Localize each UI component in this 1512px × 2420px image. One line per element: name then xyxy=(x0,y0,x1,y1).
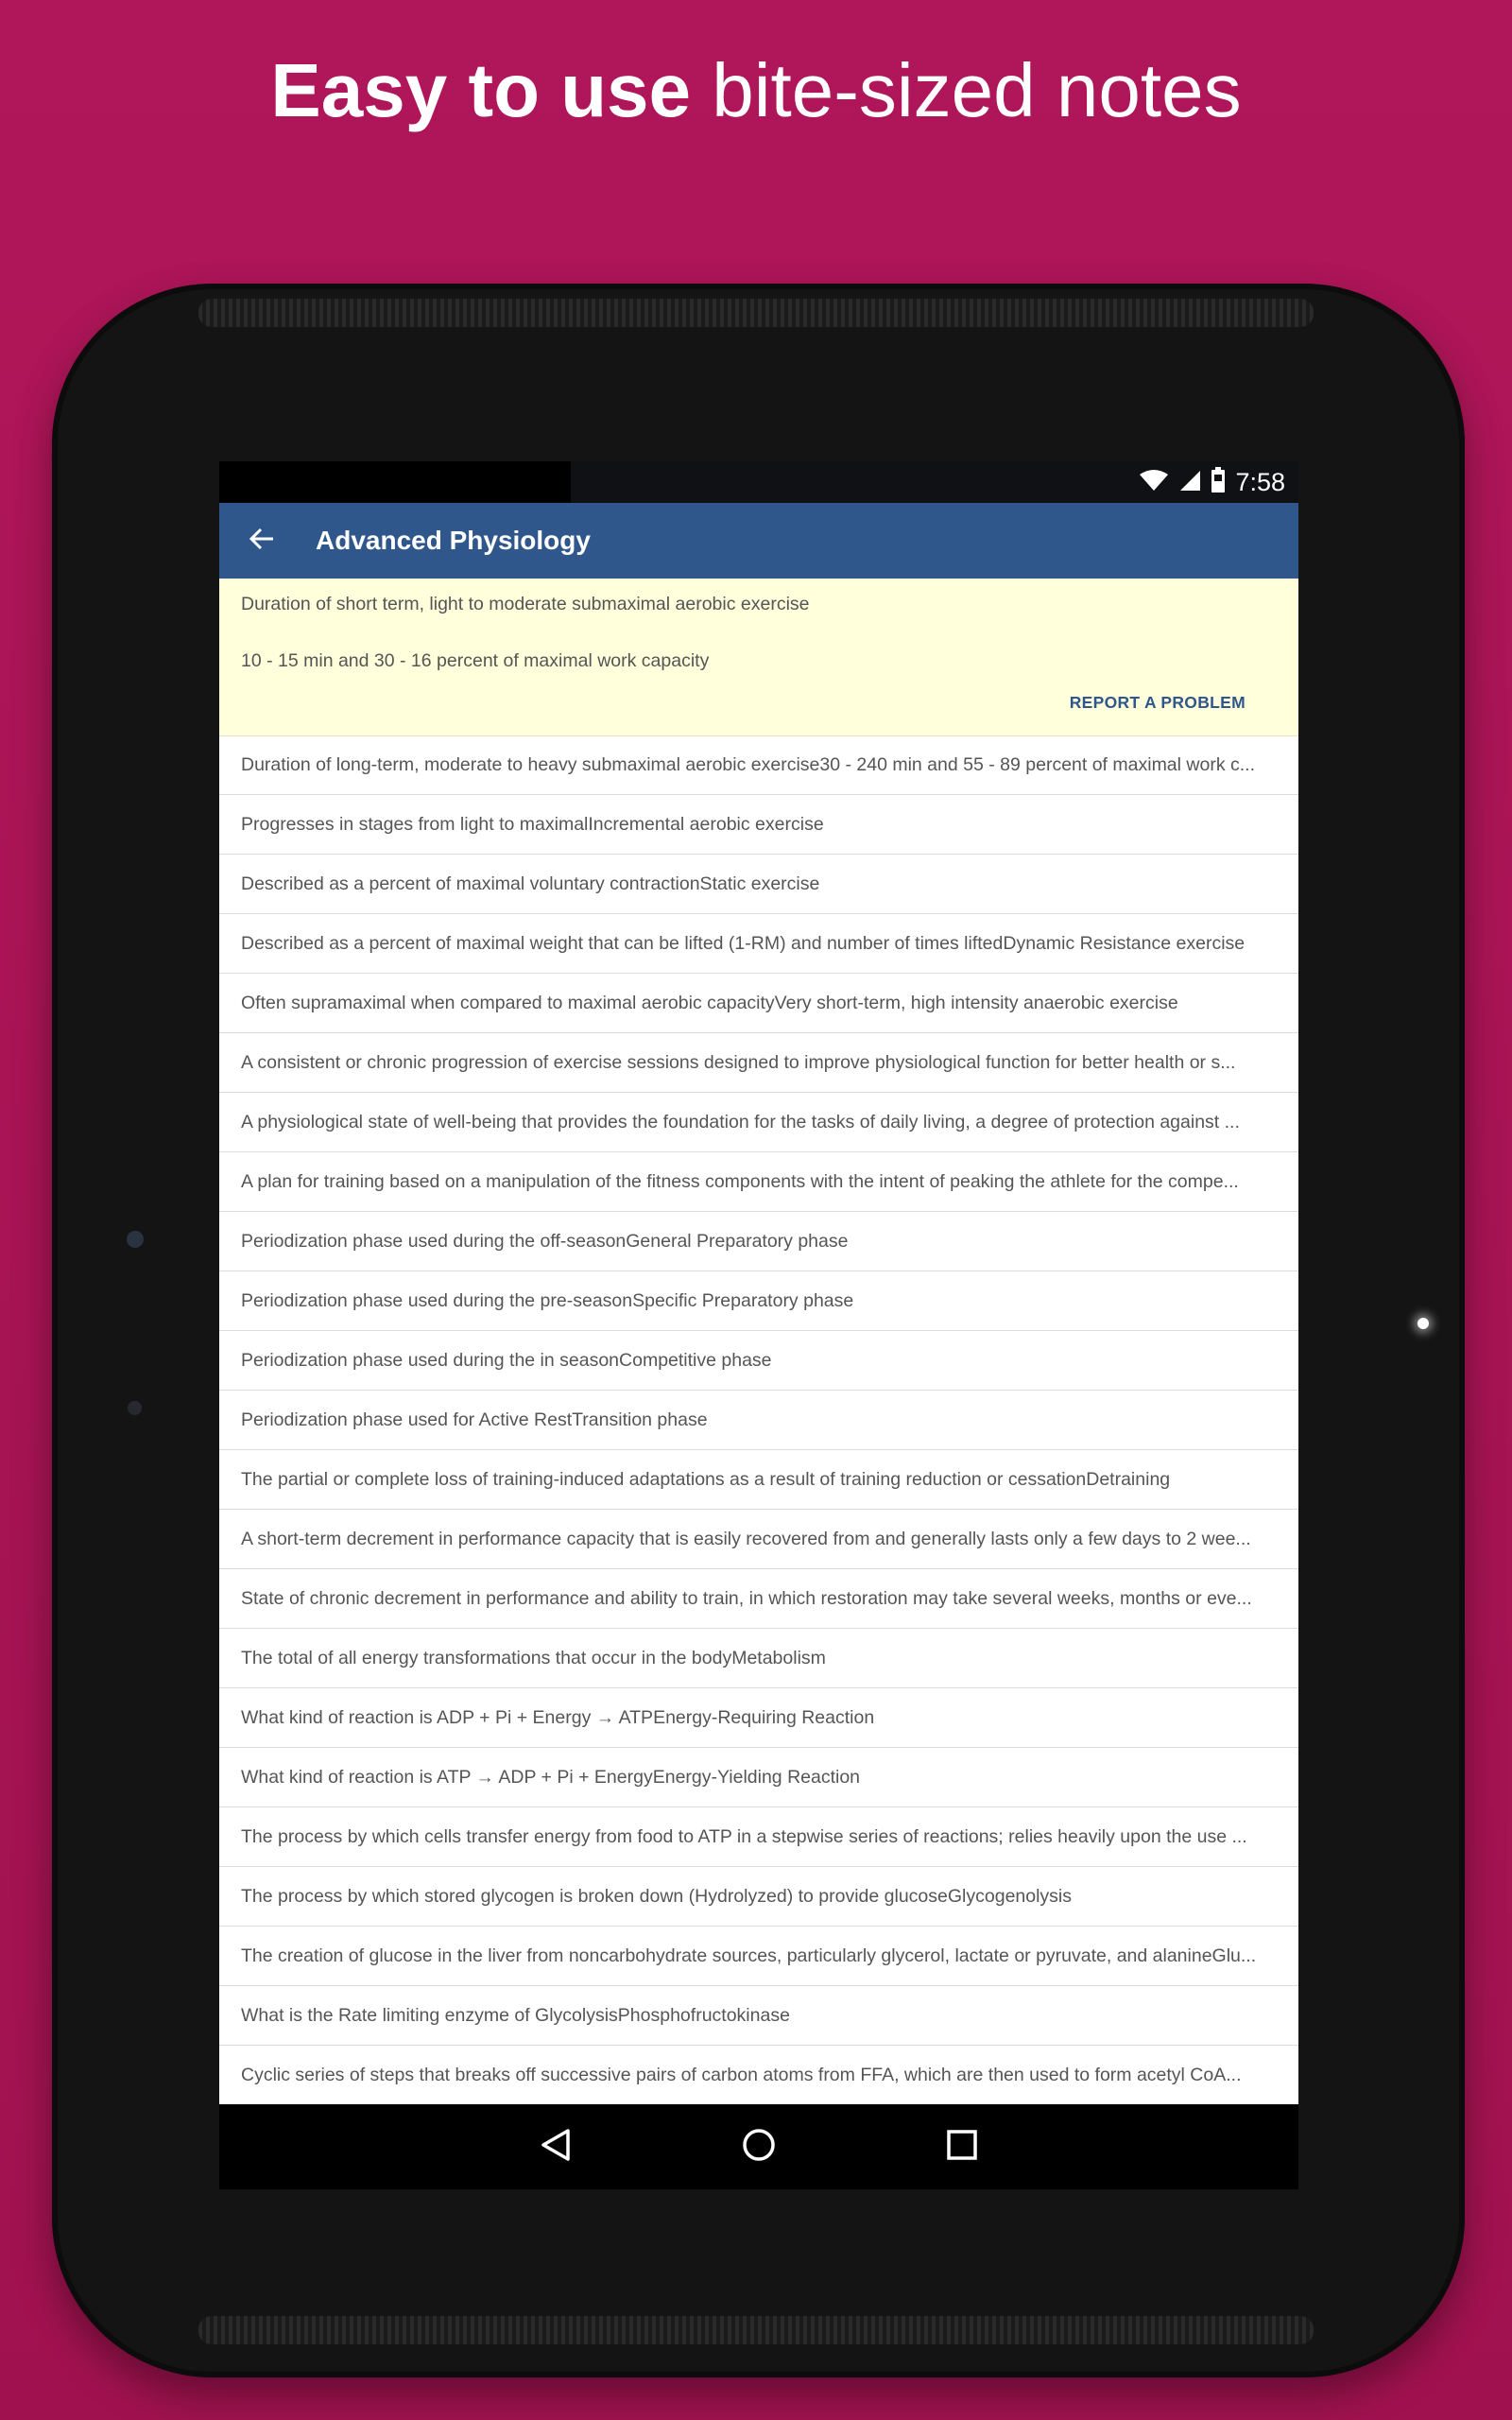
list-item[interactable]: What is the Rate limiting enzyme of GlycolysisPhosphofructokinase xyxy=(219,1986,1298,2046)
bottom-speaker-grille xyxy=(198,2316,1314,2344)
list-item[interactable]: Periodization phase used for Active RestTransition phase xyxy=(219,1391,1298,1450)
list-item[interactable]: Described as a percent of maximal voluntary contractionStatic exercise xyxy=(219,855,1298,914)
status-time: 7:58 xyxy=(1235,467,1285,496)
light-sensor-icon xyxy=(128,1401,142,1415)
front-camera-icon xyxy=(127,1231,144,1248)
device-screen xyxy=(219,461,1298,2189)
status-icons xyxy=(1139,461,1285,503)
headline-light: bite-sized notes xyxy=(712,48,1242,132)
list-item[interactable]: The total of all energy transformations that occur in the bodyMetabolism xyxy=(219,1629,1298,1688)
notification-led-icon xyxy=(1418,1318,1429,1329)
note-answer: 10 - 15 min and 30 - 16 percent of maximal work capacity xyxy=(241,650,710,671)
promo-headline xyxy=(0,43,1512,138)
battery-icon xyxy=(1211,467,1226,498)
nav-recents-button[interactable] xyxy=(915,2104,1009,2189)
top-speaker-grille xyxy=(198,299,1314,327)
navigation-bar xyxy=(219,2104,1298,2189)
back-button[interactable] xyxy=(219,503,304,579)
list-item[interactable]: A physiological state of well-being that provides the foundation for the tasks of daily living, a degree of protection against ... xyxy=(219,1093,1298,1152)
status-bar-left xyxy=(219,461,571,503)
headline-bold: Easy to use xyxy=(270,48,692,132)
arrow-left-icon xyxy=(249,526,275,557)
report-problem-button[interactable]: REPORT A PROBLEM xyxy=(1069,693,1246,712)
list-item[interactable]: Described as a percent of maximal weight that can be lifted (1-RM) and number of times liftedDynamic Resistance exercise xyxy=(219,914,1298,974)
list-item[interactable]: Duration of long-term, moderate to heavy submaximal aerobic exercise30 - 240 min and 55 - 89 percent of maximal work c... xyxy=(219,735,1298,795)
signal-icon xyxy=(1178,469,1201,496)
expanded-note-card[interactable] xyxy=(219,579,1298,736)
nav-back-button[interactable] xyxy=(508,2104,603,2189)
list-item[interactable]: Periodization phase used during the in seasonCompetitive phase xyxy=(219,1331,1298,1391)
app-bar xyxy=(219,503,1298,579)
note-question: Duration of short term, light to moderate submaximal aerobic exercise xyxy=(241,594,810,614)
list-item[interactable]: Progresses in stages from light to maximalIncremental aerobic exercise xyxy=(219,795,1298,855)
list-item[interactable]: State of chronic decrement in performance and ability to train, in which restoration may take several weeks, months or eve... xyxy=(219,1569,1298,1629)
list-item[interactable]: What kind of reaction is ATP → ADP + Pi + EnergyEnergy-Yielding Reaction xyxy=(219,1748,1298,1807)
list-item[interactable]: A plan for training based on a manipulation of the fitness components with the intent of peaking the athlete for the compe... xyxy=(219,1152,1298,1212)
list-item[interactable]: A consistent or chronic progression of exercise sessions designed to improve physiological function for better health or s... xyxy=(219,1033,1298,1093)
back-triangle-icon xyxy=(540,2128,572,2167)
status-bar xyxy=(219,461,1298,503)
list-item[interactable]: What kind of reaction is ADP + Pi + Energy → ATPEnergy-Requiring Reaction xyxy=(219,1688,1298,1748)
list-item[interactable]: Periodization phase used during the off-seasonGeneral Preparatory phase xyxy=(219,1212,1298,1271)
list-item[interactable]: Periodization phase used during the pre-seasonSpecific Preparatory phase xyxy=(219,1271,1298,1331)
list-item[interactable]: A short-term decrement in performance capacity that is easily recovered from and generally lasts only a few days to 2 wee... xyxy=(219,1510,1298,1569)
wifi-icon xyxy=(1139,469,1169,496)
home-circle-icon xyxy=(741,2127,777,2168)
list-item[interactable]: Cyclic series of steps that breaks off successive pairs of carbon atoms from FFA, which are then used to form acetyl CoA... xyxy=(219,2046,1298,2105)
nav-home-button[interactable] xyxy=(712,2104,806,2189)
app-title: Advanced Physiology xyxy=(316,526,591,555)
list-item[interactable]: The process by which cells transfer energy from food to ATP in a stepwise series of reactions; relies heavily upon the use ... xyxy=(219,1807,1298,1867)
list-item[interactable]: The partial or complete loss of training-induced adaptations as a result of training reduction or cessationDetraining xyxy=(219,1450,1298,1510)
recents-square-icon xyxy=(946,2129,978,2166)
list-item[interactable]: Often supramaximal when compared to maximal aerobic capacityVery short-term, high intensity anaerobic exercise xyxy=(219,974,1298,1033)
list-item[interactable]: The creation of glucose in the liver from noncarbohydrate sources, particularly glycerol, lactate or pyruvate, and alanineGlu... xyxy=(219,1927,1298,1986)
notes-list xyxy=(219,735,1298,2105)
list-item[interactable]: The process by which stored glycogen is broken down (Hydrolyzed) to provide glucoseGlycogenolysis xyxy=(219,1867,1298,1927)
